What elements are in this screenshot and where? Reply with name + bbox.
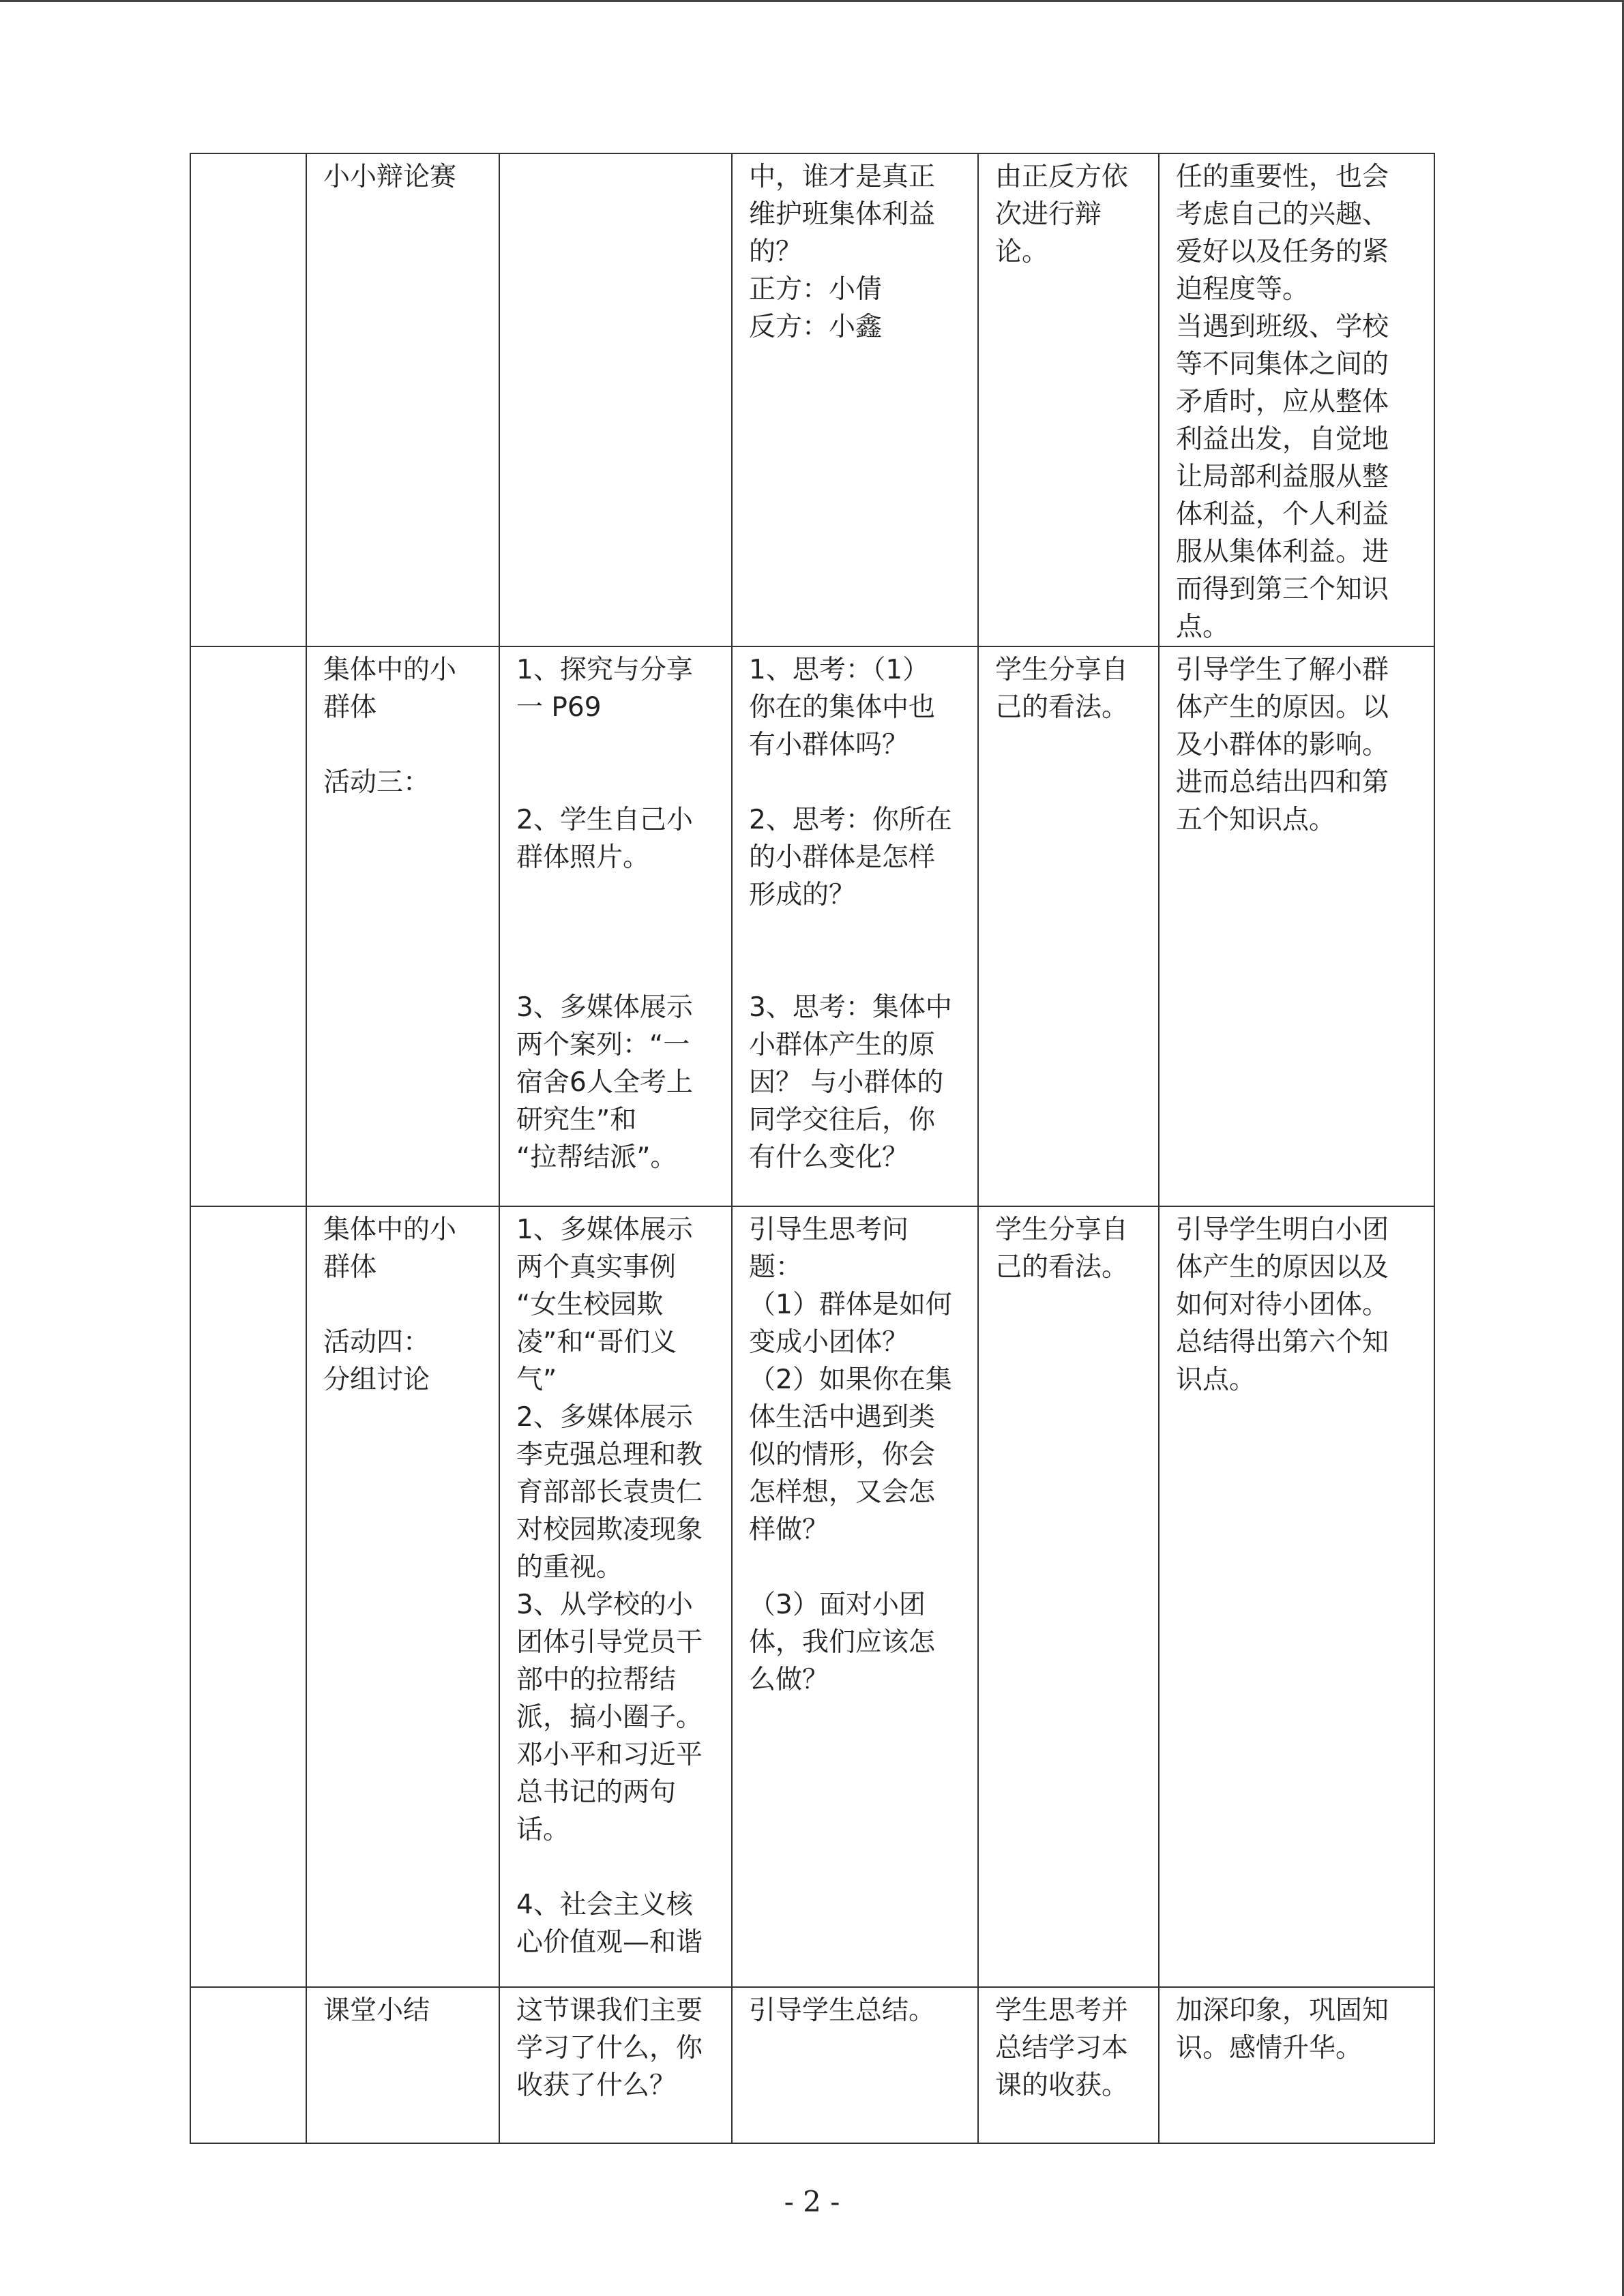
cell-text-line: 进而总结出四和第 [1176, 767, 1389, 798]
cell-text-line: 部中的拉帮结 [516, 1665, 677, 1695]
cell-text-line: 怎样想，又会怎 [749, 1477, 936, 1508]
cell-text-line: 体产生的原因以及 [1176, 1252, 1389, 1283]
cell-text-line: 引导学生明白小团 [1176, 1214, 1389, 1245]
cell-text-line: 话。 [516, 1815, 570, 1845]
cell-text-line: 引导生思考问 [749, 1214, 909, 1245]
cell-text-line: 么做？ [749, 1665, 829, 1695]
table-row-summary [190, 1987, 1434, 2143]
cell-text-line: 小群体产生的原 [749, 1030, 936, 1060]
cell-text-line: 论。 [995, 237, 1049, 267]
cell-text-line: 引导学生总结。 [749, 1995, 936, 2026]
cell-text-line: 这节课我们主要 [516, 1995, 703, 2026]
design-intent-cell [1159, 1206, 1434, 1987]
cell-text-line: 体利益，个人利益 [1176, 499, 1389, 530]
cell-text-line: 反方：小鑫 [749, 312, 883, 342]
cell-text-line: 宿舍6人全考上 [516, 1067, 693, 1098]
cell-text-line: 样做？ [749, 1515, 829, 1545]
cell-text-line: 活动三： [323, 767, 430, 798]
cell-text-line: 群体 [323, 692, 377, 723]
page-number: - 2 - [784, 2185, 840, 2218]
cell-text-line: 形成的？ [749, 880, 856, 910]
student-activity-cell [978, 153, 1159, 646]
cell-text-line: 体生活中遇到类 [749, 1402, 936, 1433]
table-row-activity-three [190, 646, 1434, 1206]
cell-text-line: 当遇到班级、学校 [1176, 312, 1389, 342]
design-intent-cell [1159, 153, 1434, 646]
section-cell [306, 153, 499, 646]
cell-text-line: 育部部长袁贵仁 [516, 1477, 703, 1508]
student-activity-cell [978, 646, 1159, 1206]
cell-text-line: “女生校园欺 [516, 1289, 664, 1320]
guiding-question-cell [732, 1987, 978, 2143]
cell-text-line: 变成小团体？ [749, 1327, 909, 1358]
cell-text-line: 课堂小结 [323, 1995, 430, 2026]
cell-text-line: 五个知识点。 [1176, 805, 1336, 835]
cell-text-line: 的小群体是怎样 [749, 842, 936, 873]
cell-text-line: 1、探究与分享 [516, 655, 693, 685]
cell-text-line: 中，谁才是真正 [749, 162, 936, 192]
cell-text-line: 你在的集体中也 [749, 692, 936, 723]
cell-text-line: 点。 [1176, 612, 1230, 642]
cell-text-line: （1）群体是如何 [749, 1289, 952, 1320]
teacher-activity-cell [499, 1987, 732, 2143]
cell-text-line: 学习了什么，你 [516, 2033, 703, 2063]
cell-text-line: 利益出发，自觉地 [1176, 424, 1389, 455]
teacher-activity-cell [499, 646, 732, 1206]
cell-text-line: 总结得出第六个知 [1176, 1327, 1389, 1358]
cell-text-line: 有什么变化？ [749, 1142, 909, 1173]
cell-text-line: 对校园欺凌现象 [516, 1515, 703, 1545]
cell-text-line: 2、学生自己小 [516, 805, 693, 835]
blank-line [516, 726, 720, 764]
cell-text-line: 爱好以及任务的紧 [1176, 237, 1389, 267]
cell-text-line: 识点。 [1176, 1365, 1256, 1395]
cell-text-line: 3、从学校的小 [516, 1590, 693, 1620]
cell-text-line: 3、多媒体展示 [516, 992, 693, 1023]
cell-text-line: 团体引导党员干 [516, 1627, 703, 1658]
cell-text-line: 任的重要性，也会 [1176, 162, 1389, 192]
cell-text-line: 体，我们应该怎 [749, 1627, 936, 1658]
cell-text-line: 引导学生了解小群 [1176, 655, 1389, 685]
cell-text-line: 体产生的原因。以 [1176, 692, 1389, 723]
cell-text-line: 的重视。 [516, 1552, 623, 1583]
cell-text-line: 4、社会主义核 [516, 1890, 693, 1920]
teacher-activity-cell [499, 1206, 732, 1987]
cell-text-line: 邓小平和习近平 [516, 1740, 703, 1770]
guiding-question-cell [732, 153, 978, 646]
student-activity-cell [978, 1987, 1159, 2143]
section-cell [306, 646, 499, 1206]
teacher-activity-cell [499, 153, 732, 646]
cell-text-line: 总结学习本 [995, 2033, 1129, 2063]
cell-text-line: 题： [749, 1252, 803, 1283]
guiding-question-cell [732, 646, 978, 1206]
blank-cell [190, 646, 306, 1206]
blank-line [749, 1549, 966, 1586]
cell-text-line: 集体中的小 [323, 655, 457, 685]
design-intent-cell [1159, 1987, 1434, 2143]
table-row-debate [190, 153, 1434, 646]
cell-text-line: 2、思考：你所在 [749, 805, 952, 835]
cell-text-line: 课的收获。 [995, 2070, 1129, 2101]
page-top-border [0, 0, 1624, 2]
cell-text-line: 次进行辩 [995, 199, 1102, 230]
cell-text-line: 1、思考：（1） [749, 655, 930, 685]
lesson-plan-table [190, 153, 1435, 2144]
cell-text-line: 己的看法。 [995, 692, 1129, 723]
cell-text-line: 学生分享自 [995, 1214, 1129, 1245]
cell-text-line: 及小群体的影响。 [1176, 730, 1389, 760]
section-cell [306, 1206, 499, 1987]
blank-line [749, 764, 966, 801]
cell-text-line: 而得到第三个知识 [1176, 574, 1389, 605]
cell-text-line: 己的看法。 [995, 1252, 1129, 1283]
table-row-activity-four [190, 1206, 1434, 1987]
cell-text-line: 群体照片。 [516, 842, 650, 873]
cell-text-line: 两个案列：“一 [516, 1030, 690, 1060]
cell-text-line: 李克强总理和教 [516, 1440, 703, 1470]
blank-line [516, 951, 720, 989]
cell-text-line: 等不同集体之间的 [1176, 349, 1389, 380]
cell-text-line: 有小群体吗？ [749, 730, 909, 760]
student-activity-cell [978, 1206, 1159, 1987]
cell-text-line: 识。感情升华。 [1176, 2033, 1363, 2063]
blank-line [516, 914, 720, 951]
cell-text-line: 心价值观—和谐 [516, 1927, 703, 1958]
blank-line [323, 726, 488, 764]
cell-text-line: 两个真实事例 [516, 1252, 677, 1283]
blank-line [516, 764, 720, 801]
cell-text-line: 集体中的小 [323, 1214, 457, 1245]
cell-text-line: 由正反方依 [995, 162, 1129, 192]
cell-text-line: 同学交往后，你 [749, 1105, 936, 1135]
cell-text-line: 3、思考：集体中 [749, 992, 952, 1023]
guiding-question-cell [732, 1206, 978, 1987]
cell-text-line: 似的情形，你会 [749, 1440, 936, 1470]
design-intent-cell [1159, 646, 1434, 1206]
blank-line [749, 951, 966, 989]
cell-text-line: 学生思考并 [995, 1995, 1129, 2026]
cell-text-line: 维护班集体利益 [749, 199, 936, 230]
cell-text-line: （3）面对小团 [749, 1590, 926, 1620]
blank-line [323, 1286, 488, 1324]
blank-line [516, 876, 720, 914]
cell-text-line: 气” [516, 1365, 557, 1395]
cell-text-line: 活动四： [323, 1327, 430, 1358]
cell-text-line: 群体 [323, 1252, 377, 1283]
cell-text-line: 分组讨论 [323, 1365, 430, 1395]
blank-cell [190, 1206, 306, 1987]
cell-text-line: 的？ [749, 237, 803, 267]
cell-text-line: （2）如果你在集 [749, 1365, 952, 1395]
cell-text-line: 凌”和“哥们义 [516, 1327, 677, 1358]
cell-text-line: 总书记的两句 [516, 1777, 677, 1808]
cell-text-line: 服从集体利益。进 [1176, 537, 1389, 567]
cell-text-line: 2、多媒体展示 [516, 1402, 693, 1433]
cell-text-line: “拉帮结派”。 [516, 1142, 677, 1173]
cell-text-line: 1、多媒体展示 [516, 1214, 693, 1245]
cell-text-line: 正方：小倩 [749, 274, 883, 305]
cell-text-line: 加深印象，巩固知 [1176, 1995, 1389, 2026]
cell-text-line: 研究生”和 [516, 1105, 637, 1135]
cell-text-line: 让局部利益服从整 [1176, 462, 1389, 492]
blank-cell [190, 153, 306, 646]
section-cell [306, 1987, 499, 2143]
cell-text-line: 矛盾时，应从整体 [1176, 387, 1389, 417]
blank-line [749, 914, 966, 951]
blank-line [516, 1849, 720, 1886]
cell-text-line: 小小辩论赛 [323, 162, 457, 192]
cell-text-line: 收获了什么？ [516, 2070, 677, 2101]
cell-text-line: 派，搞小圈子。 [516, 1702, 703, 1733]
cell-text-line: 一 P69 [516, 692, 602, 723]
cell-text-line: 学生分享自 [995, 655, 1129, 685]
cell-text-line: 因？ 与小群体的 [749, 1067, 944, 1098]
cell-text-line: 考虑自己的兴趣、 [1176, 199, 1389, 230]
cell-text-line: 如何对待小团体。 [1176, 1289, 1389, 1320]
blank-cell [190, 1987, 306, 2143]
cell-text-line: 迫程度等。 [1176, 274, 1310, 305]
